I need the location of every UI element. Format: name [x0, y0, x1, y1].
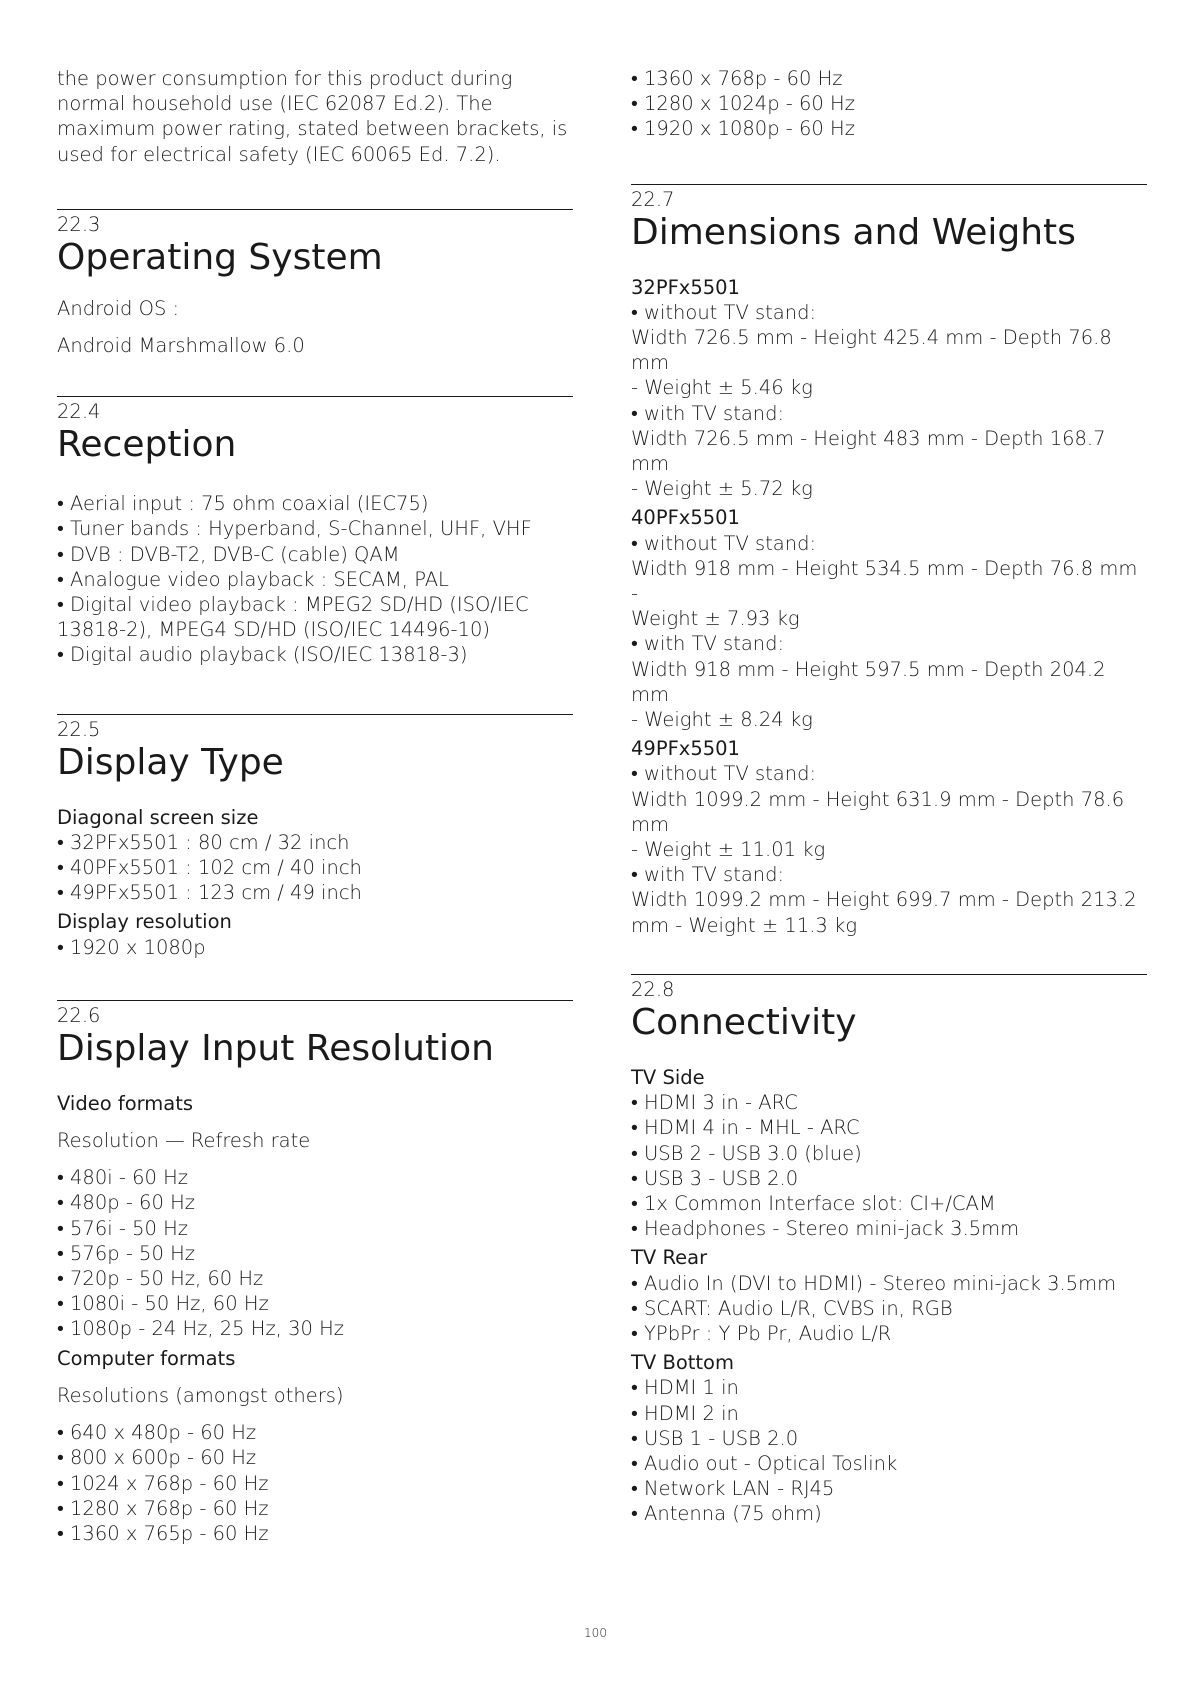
list-item: • HDMI 4 in - MHL - ARC	[631, 1116, 860, 1140]
section-number: 22.6	[57, 1003, 101, 1027]
spec-line: Width 918 mm - Height 597.5 mm - Depth 204.2 mm	[631, 657, 1106, 706]
list-item: • 32PFx5501 : 80 cm / 32 inch	[57, 830, 350, 854]
tv-rear-block	[631, 1245, 1147, 1346]
intro-line: normal household use (IEC 62087 Ed.2). The	[57, 92, 493, 116]
section-connectivity	[631, 974, 1147, 1527]
section-divider	[57, 396, 573, 397]
spec-line: - Weight ± 5.72 kg	[631, 477, 813, 501]
list-item: • 49PFx5501 : 123 cm / 49 inch	[57, 881, 362, 905]
list-item: • USB 1 - USB 2.0	[631, 1426, 799, 1450]
list-item: • Network LAN - RJ45	[631, 1477, 835, 1501]
block-title: TV Rear	[631, 1246, 708, 1270]
tv-bottom-block	[631, 1350, 1147, 1526]
resolution-block	[57, 909, 573, 959]
spec-line: - Weight ± 8.24 kg	[631, 708, 813, 732]
list-item: • USB 2 - USB 3.0 (blue)	[631, 1141, 862, 1165]
section-display-input-resolution	[57, 1000, 573, 1546]
paragraph: Android OS :	[57, 296, 180, 320]
model-block-49	[631, 736, 1147, 938]
list-item: • Headphones - Stereo mini-jack 3.5mm	[631, 1217, 1020, 1241]
block-title: Display resolution	[57, 910, 232, 934]
section-number: 22.8	[631, 977, 675, 1001]
section-title: Reception	[57, 424, 237, 466]
computer-format-list	[57, 1420, 573, 1546]
tv-side-block	[631, 1065, 1147, 1241]
spec-line: - Weight ± 11.01 kg	[631, 838, 826, 862]
paragraph: Resolution — Refresh rate	[57, 1129, 311, 1153]
tv-rear-list	[631, 1271, 1147, 1347]
block-title: TV Side	[631, 1065, 705, 1089]
list-item: • HDMI 3 in - ARC	[631, 1091, 798, 1115]
block-title: Video formats	[57, 1091, 194, 1115]
model-block-32	[631, 275, 1147, 502]
block-title: TV Bottom	[631, 1351, 734, 1375]
section-number: 22.3	[57, 212, 101, 236]
section-divider	[631, 184, 1147, 185]
spec-line: • without TV stand:	[631, 531, 817, 555]
section-divider	[631, 974, 1147, 975]
list-item: • HDMI 1 in	[631, 1376, 739, 1400]
section-divider	[57, 714, 573, 715]
spec-line: • without TV stand:	[631, 762, 817, 786]
section-reception	[57, 396, 573, 667]
diagonal-list	[57, 830, 573, 906]
spec-line: Width 1099.2 mm - Height 631.9 mm - Depth 78.6 mm	[631, 787, 1125, 836]
intro-paragraph	[57, 66, 573, 167]
computer-format-list-continued	[631, 66, 1147, 142]
list-item: • Digital video playback : MPEG2 SD/HD (ISO/IEC	[57, 593, 529, 617]
block-title: Diagonal screen size	[57, 805, 259, 829]
section-title: Dimensions and Weights	[631, 211, 1076, 253]
list-item: • SCART: Audio L/R, CVBS in, RGB	[631, 1296, 953, 1320]
list-item: • Audio In (DVI to HDMI) - Stereo mini-jack 3.5mm	[631, 1271, 1117, 1295]
block-title: Computer formats	[57, 1346, 236, 1370]
spec-line: Width 726.5 mm - Height 425.4 mm - Depth 76.8 mm	[631, 326, 1112, 375]
model-block-40	[631, 505, 1147, 732]
list-item: • 1920 x 1080p - 60 Hz	[631, 117, 855, 141]
section-number: 22.7	[631, 187, 675, 211]
spec-line: • with TV stand:	[631, 632, 785, 656]
section-title: Connectivity	[631, 1001, 857, 1043]
list-item: • Tuner bands : Hyperband, S-Channel, UHF, VHF	[57, 517, 532, 541]
list-item: • 40PFx5501 : 102 cm / 40 inch	[57, 856, 362, 880]
left-column	[57, 66, 573, 1546]
list-item: • Antenna (75 ohm)	[631, 1502, 822, 1526]
page-number: 100	[584, 1626, 607, 1640]
section-title: Display Type	[57, 741, 284, 783]
list-item: • Digital audio playback (ISO/IEC 13818-3)	[57, 643, 468, 667]
list-item: • YPbPr : Y Pb Pr, Audio L/R	[631, 1321, 892, 1345]
resolution-list	[57, 935, 573, 960]
model-title: 40PFx5501	[631, 506, 740, 530]
intro-line: the power consumption for this product during	[57, 67, 513, 90]
model-title: 32PFx5501	[631, 275, 740, 299]
list-item: • 1080p - 24 Hz, 25 Hz, 30 Hz	[57, 1317, 344, 1341]
tv-bottom-list	[631, 1375, 1147, 1526]
list-item: • 1280 x 768p - 60 Hz	[57, 1496, 269, 1520]
list-item: • 800 x 600p - 60 Hz	[57, 1446, 257, 1470]
model-title: 49PFx5501	[631, 737, 740, 761]
list-item: • HDMI 2 in	[631, 1401, 739, 1425]
tv-side-list	[631, 1090, 1147, 1241]
list-item: • 1x Common Interface slot: CI+/CAM	[631, 1191, 996, 1215]
spec-line: • with TV stand:	[631, 401, 785, 425]
section-number: 22.4	[57, 400, 101, 424]
list-item: • 1360 x 765p - 60 Hz	[57, 1521, 269, 1545]
section-display-type	[57, 714, 573, 960]
list-item: 13818-2), MPEG4 SD/HD (ISO/IEC 14496-10)	[57, 618, 490, 642]
paragraph: Resolutions (amongst others)	[57, 1383, 344, 1407]
list-item: • Analogue video playback : SECAM, PAL	[57, 567, 449, 591]
spec-line: Width 726.5 mm - Height 483 mm - Depth 168.7 mm	[631, 426, 1106, 476]
list-item: • 576i - 50 Hz	[57, 1216, 189, 1240]
reception-list	[57, 491, 573, 667]
list-item: • 1920 x 1080p	[57, 935, 206, 959]
list-item: • 1360 x 768p - 60 Hz	[631, 67, 843, 90]
section-divider	[57, 1000, 573, 1001]
list-item: • 1080i - 50 Hz, 60 Hz	[57, 1292, 269, 1316]
spec-line: • with TV stand:	[631, 863, 785, 887]
section-dimensions-weights	[631, 184, 1147, 938]
list-item: • 576p - 50 Hz	[57, 1241, 195, 1265]
list-item: • 480i - 60 Hz	[57, 1166, 189, 1190]
list-item: • 1280 x 1024p - 60 Hz	[631, 92, 855, 116]
list-item: • 480p - 60 Hz	[57, 1191, 195, 1215]
list-item: • 720p - 50 Hz, 60 Hz	[57, 1267, 264, 1291]
right-column	[631, 66, 1147, 1539]
list-item: • 640 x 480p - 60 Hz	[57, 1421, 257, 1445]
section-title: Operating System	[57, 236, 383, 278]
list-item: • 1024 x 768p - 60 Hz	[57, 1471, 269, 1495]
intro-line: maximum power rating, stated between brackets, is	[57, 117, 568, 141]
paragraph: Android Marshmallow 6.0	[57, 334, 305, 358]
spec-line: • without TV stand:	[631, 300, 817, 324]
list-item: • DVB : DVB-T2, DVB-C (cable) QAM	[57, 542, 400, 566]
spec-line: mm - Weight ± 11.3 kg	[631, 913, 858, 937]
section-divider	[57, 209, 573, 210]
spec-line: - Weight ± 5.46 kg	[631, 376, 813, 400]
video-format-list	[57, 1165, 573, 1341]
intro-line: used for electrical safety (IEC 60065 Ed. 7.2).	[57, 142, 501, 166]
spec-line: Weight ± 7.93 kg	[631, 607, 800, 631]
diagonal-block	[57, 805, 573, 906]
list-item: • Audio out - Optical Toslink	[631, 1451, 898, 1475]
section-number: 22.5	[57, 717, 101, 741]
list-item: • Aerial input : 75 ohm coaxial (IEC75)	[57, 492, 429, 516]
section-title: Display Input Resolution	[57, 1027, 494, 1069]
list-item: • USB 3 - USB 2.0	[631, 1166, 799, 1190]
section-operating-system	[57, 209, 573, 358]
spec-line: Width 918 mm - Height 534.5 mm - Depth 76.8 mm -	[631, 556, 1138, 606]
spec-line: Width 1099.2 mm - Height 699.7 mm - Depth 213.2	[631, 888, 1137, 912]
